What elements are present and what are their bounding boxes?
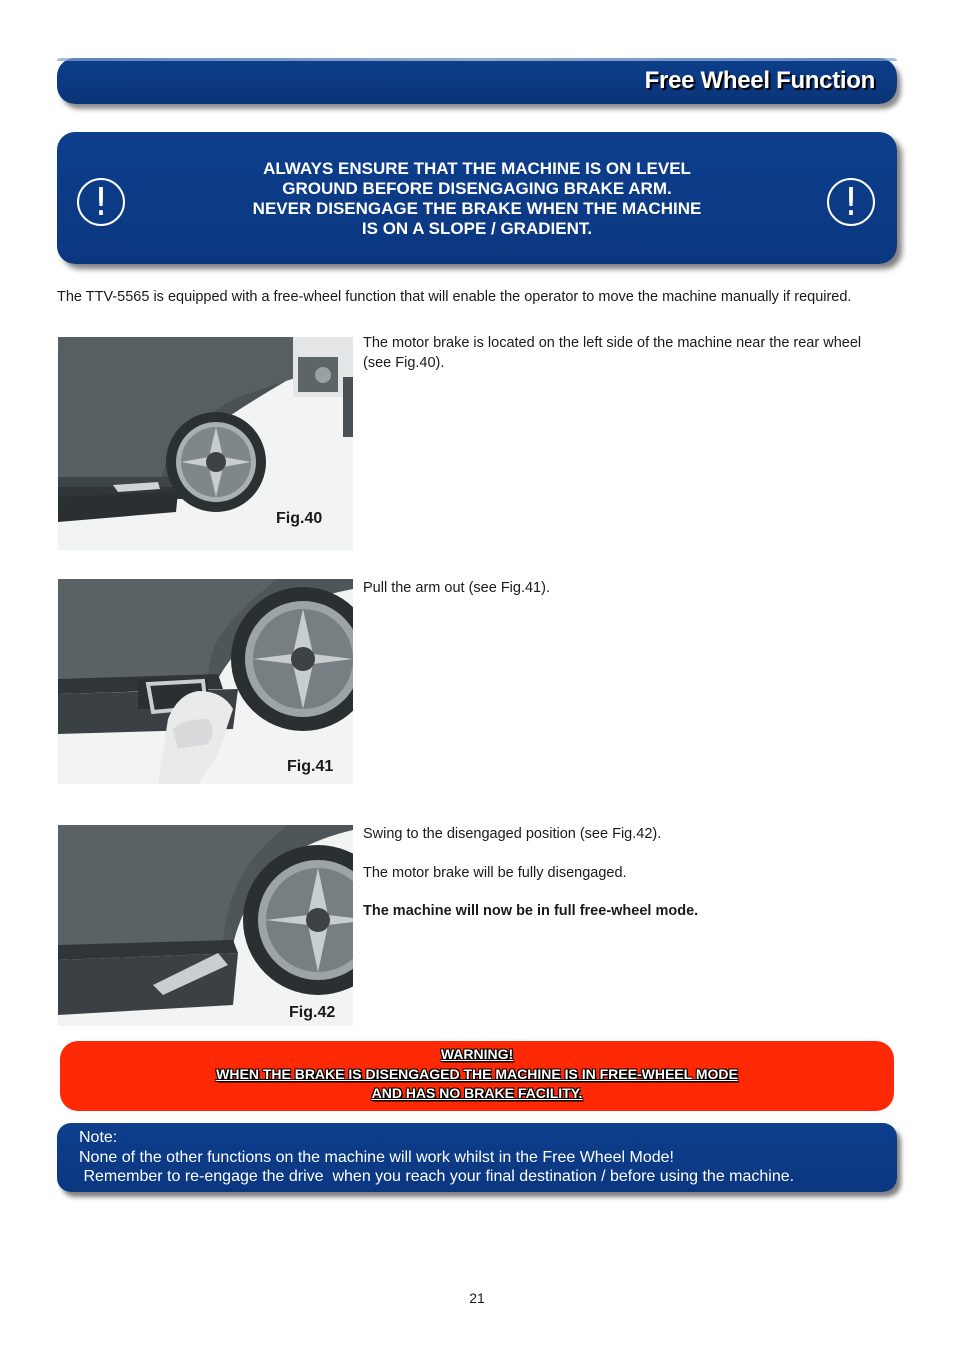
note-line: Note: bbox=[79, 1129, 118, 1146]
figure-42-bold-text: The machine will now be in full free-wheel mode. bbox=[363, 903, 699, 919]
caution-line: NEVER DISENGAGE THE BRAKE WHEN THE MACHINE bbox=[252, 199, 702, 218]
caution-box bbox=[57, 132, 897, 264]
warning-line: AND HAS NO BRAKE FACILITY. bbox=[371, 1085, 583, 1101]
note-line: Remember to re-engage the drive when you reach your final destination / before using the machine. bbox=[79, 1168, 795, 1185]
intro-paragraph: The TTV-5565 is equipped with a free-wheel function that will enable the operator to move the machine manually if required. bbox=[57, 289, 852, 305]
figure-41-text: Pull the arm out (see Fig.41). bbox=[363, 580, 550, 596]
figure-40-text: The motor brake is located on the left side of the machine near the rear wheel (see Fig.40). bbox=[363, 335, 862, 371]
figure-42-text: The motor brake will be fully disengaged. bbox=[363, 865, 627, 881]
figure-42-text: Swing to the disengaged position (see Fig.42). bbox=[363, 826, 662, 842]
figure-42-label: Fig.42 bbox=[289, 1004, 336, 1021]
note-text bbox=[79, 1128, 889, 1187]
figure-42-description bbox=[363, 824, 883, 921]
note-box bbox=[57, 1123, 897, 1192]
exclamation-circle-icon: ! bbox=[827, 178, 875, 226]
caution-line: IS ON A SLOPE / GRADIENT. bbox=[361, 219, 593, 238]
warning-line: WHEN THE BRAKE IS DISENGAGED THE MACHINE IS IN FREE-WHEEL MODE bbox=[216, 1065, 738, 1082]
warning-box bbox=[60, 1041, 894, 1111]
warning-line: WARNING! bbox=[440, 1046, 514, 1062]
note-line: None of the other functions on the machine will work whilst in the Free Wheel Mode! bbox=[79, 1148, 674, 1166]
figure-41-label: Fig.41 bbox=[287, 758, 334, 775]
title-bar bbox=[57, 58, 897, 104]
figure-41-description bbox=[363, 578, 883, 598]
figure-40-label: Fig.40 bbox=[276, 510, 323, 527]
page-number: 21 bbox=[469, 1290, 485, 1306]
exclamation-circle-icon: ! bbox=[77, 178, 125, 226]
figure-40-description bbox=[363, 333, 883, 373]
caution-text bbox=[197, 159, 757, 239]
warning-text bbox=[60, 1045, 894, 1104]
caution-line: ALWAYS ENSURE THAT THE MACHINE IS ON LEVEL bbox=[263, 159, 691, 178]
caution-line: GROUND BEFORE DISENGAGING BRAKE ARM. bbox=[282, 179, 672, 198]
figure-41-image bbox=[58, 579, 353, 784]
page-title: Free Wheel Function bbox=[644, 67, 875, 94]
figure-42-image bbox=[58, 825, 353, 1026]
